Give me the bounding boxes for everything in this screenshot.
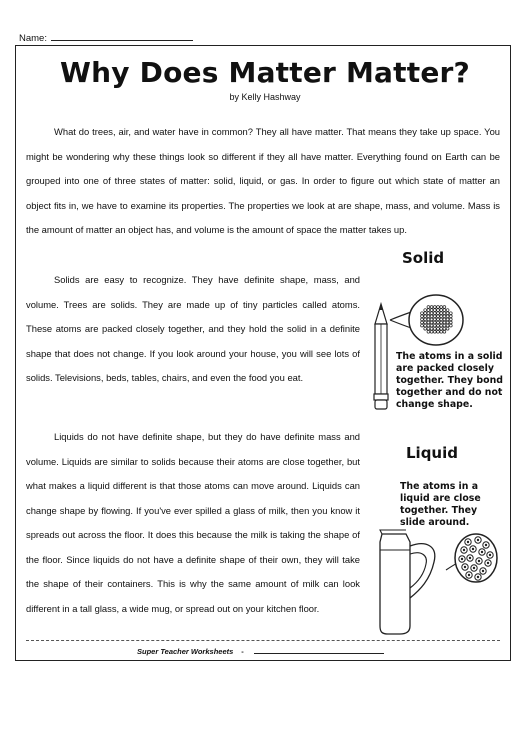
name-label: Name: <box>19 33 47 44</box>
liquid-atom-core <box>477 539 479 541</box>
solid-atom <box>433 321 436 324</box>
solid-atom <box>430 315 433 318</box>
solid-atom <box>430 321 433 324</box>
solid-atom <box>430 327 433 330</box>
liquid-atom-core <box>487 562 489 564</box>
solid-atom <box>440 306 443 309</box>
solid-atom <box>440 318 443 321</box>
paragraph-liquids-text: Liquids do not have definite shape, but they do have definite mass and volume. Liquids are similar to solids because their atoms are close together, but what makes a liquid different is that those atoms can move around. Liquids can change shape by flowing. If you've ever spilled a glass of milk, then you know it spreads out across the floor. It does this because the milk is taking the shape of the floor. Since liquids do not have a definite shape of their own, they will take the shape of their containers. This is why the same amount of milk can look different in a tall glass, a wide mug, or spread out on your kitchen floor. <box>26 431 360 614</box>
solid-atom <box>424 309 427 312</box>
solid-atom <box>433 318 436 321</box>
liquid-heading: Liquid <box>406 444 458 462</box>
liquid-atom-core <box>489 554 491 556</box>
solid-atom <box>446 309 449 312</box>
solid-atom <box>443 315 446 318</box>
solid-atom <box>446 312 449 315</box>
solid-atom <box>437 318 440 321</box>
solid-atom <box>449 318 452 321</box>
solid-caption: The atoms in a solid are packed closely together. They bond together and do not change shape. <box>396 351 503 410</box>
solid-atom <box>433 306 436 309</box>
solid-atom <box>430 318 433 321</box>
paragraph-liquids <box>26 425 360 621</box>
solid-atom <box>433 324 436 327</box>
solid-heading: Solid <box>402 249 445 267</box>
solid-atom <box>427 327 430 330</box>
solid-atom <box>437 321 440 324</box>
byline: by Kelly Hashway <box>229 92 301 102</box>
solid-atom <box>443 309 446 312</box>
solid-atom <box>440 312 443 315</box>
solid-atom <box>424 327 427 330</box>
solid-atom <box>440 321 443 324</box>
solid-atom <box>424 324 427 327</box>
liquid-atoms-icon <box>438 530 498 592</box>
solid-atom <box>443 306 446 309</box>
solid-atom <box>446 321 449 324</box>
footer-divider <box>26 640 500 641</box>
liquid-atom-core <box>477 576 479 578</box>
solid-atom <box>421 315 424 318</box>
footer-text: Super Teacher Worksheets <box>137 647 234 656</box>
solid-atom <box>443 312 446 315</box>
liquid-atom-core <box>464 566 466 568</box>
solid-atom <box>449 312 452 315</box>
solid-atom <box>433 312 436 315</box>
pitcher-icon <box>376 528 442 636</box>
solid-atom <box>449 321 452 324</box>
solid-atom <box>449 324 452 327</box>
solid-atom <box>427 318 430 321</box>
liquid-atom-core <box>481 551 483 553</box>
liquid-atom-core <box>482 570 484 572</box>
solid-atom <box>443 327 446 330</box>
page-title: Why Does Matter Matter? <box>60 56 470 89</box>
solid-atom <box>430 309 433 312</box>
name-field <box>19 31 193 44</box>
solid-atom <box>433 315 436 318</box>
solid-atom <box>421 321 424 324</box>
solid-atom <box>446 318 449 321</box>
solid-atom <box>437 315 440 318</box>
footer-dash: - <box>241 647 244 656</box>
solid-atom <box>427 309 430 312</box>
solid-atoms-icon <box>386 294 466 350</box>
solid-atom <box>440 324 443 327</box>
paragraph-intro <box>26 120 500 243</box>
solid-atom <box>440 327 443 330</box>
solid-atom <box>437 324 440 327</box>
solid-atom <box>440 309 443 312</box>
solid-atom <box>427 321 430 324</box>
solid-atom <box>437 327 440 330</box>
liquid-caption: The atoms in a liquid are close together. They slide around. <box>400 481 481 528</box>
solid-atom <box>430 312 433 315</box>
liquid-atom-core <box>468 574 470 576</box>
solid-atom <box>446 327 449 330</box>
footer <box>137 646 384 656</box>
liquid-atom-core <box>485 544 487 546</box>
solid-atom <box>433 309 436 312</box>
solid-atom <box>437 312 440 315</box>
solid-atom <box>437 330 440 333</box>
paragraph-solids <box>26 268 360 391</box>
solid-atom <box>449 315 452 318</box>
solid-atom <box>433 327 436 330</box>
solid-atom <box>427 315 430 318</box>
solid-atom <box>443 321 446 324</box>
solid-atom <box>443 324 446 327</box>
solid-atom <box>437 309 440 312</box>
solid-atom <box>424 321 427 324</box>
solid-atom <box>443 330 446 333</box>
liquid-atom-core <box>463 549 465 551</box>
solid-atom <box>443 318 446 321</box>
liquid-atom-core <box>467 541 469 543</box>
liquid-atom-core <box>478 560 480 562</box>
paragraph-intro-text: What do trees, air, and water have in common? They all have matter. That means they take up space. You might be wondering why these things look so different if they all have matter. Everything found on Earth can be grouped into one of three states of matter: solid, liquid, or gas. In order to figure out which state of matter an object fits in, we have to examine its properties. The properties we look at are shape, mass, and volume. Mass is the amount of matter an object has, and volume is the amount of space the matter takes up. <box>26 126 500 235</box>
solid-atom <box>427 306 430 309</box>
liquid-atom-core <box>461 558 463 560</box>
solid-atom <box>430 324 433 327</box>
solid-atom <box>424 318 427 321</box>
solid-atom <box>421 312 424 315</box>
name-blank <box>51 31 193 41</box>
liquid-atom-core <box>469 557 471 559</box>
solid-atom <box>427 324 430 327</box>
liquid-atom-core <box>473 567 475 569</box>
solid-atom <box>446 324 449 327</box>
solid-atom <box>440 315 443 318</box>
footer-blank <box>254 646 384 654</box>
solid-atom <box>446 315 449 318</box>
solid-atom <box>433 330 436 333</box>
solid-atom <box>427 312 430 315</box>
solid-atom <box>440 330 443 333</box>
solid-atom <box>430 330 433 333</box>
solid-atom <box>424 312 427 315</box>
paragraph-solids-text: Solids are easy to recognize. They have definite shape, mass, and volume. Trees are solids. They are made up of tiny particles called atoms. These atoms are packed closely together, and they hold the solid in a definite shape that does not change. If you look around your house, you will see lots of solids. Televisions, beds, tables, chairs, and even the food you eat. <box>26 274 360 383</box>
liquid-atom-core <box>472 548 474 550</box>
solid-atom <box>427 330 430 333</box>
solid-atom <box>424 315 427 318</box>
solid-atom <box>437 306 440 309</box>
solid-atom <box>430 306 433 309</box>
solid-atom <box>421 324 424 327</box>
solid-atom <box>421 318 424 321</box>
